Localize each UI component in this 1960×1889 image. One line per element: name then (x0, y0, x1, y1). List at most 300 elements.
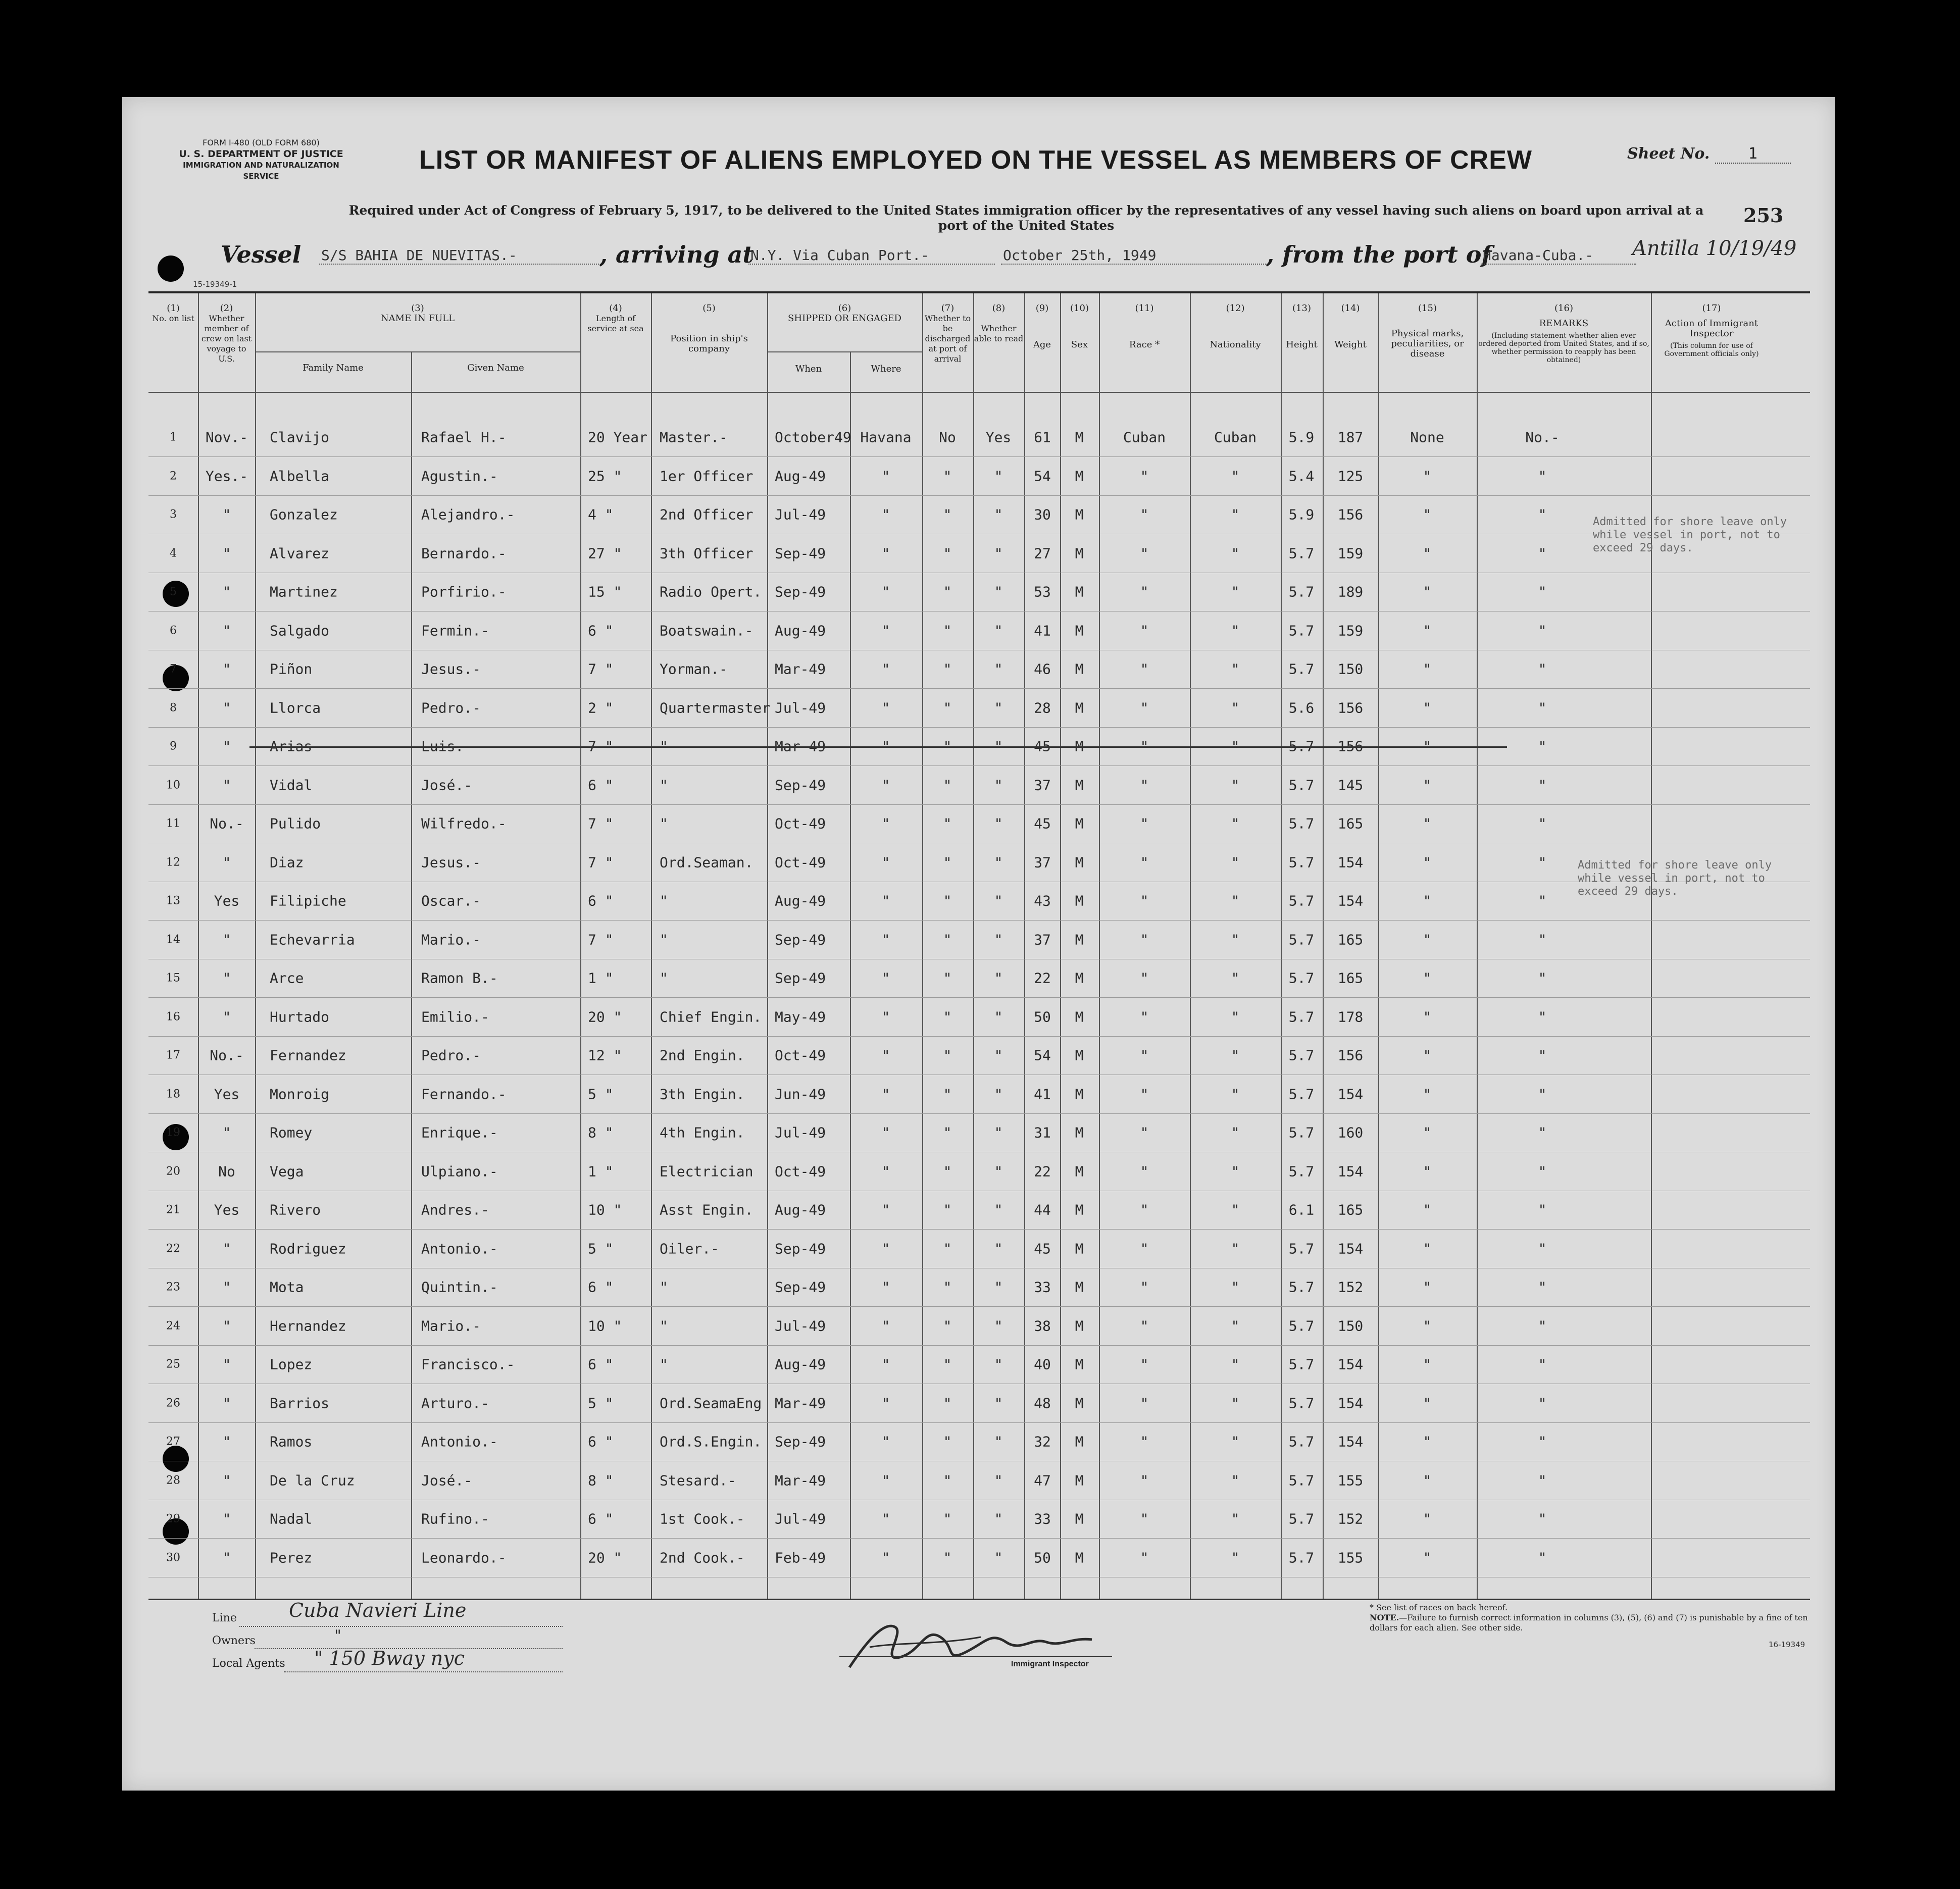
cell-sex: M (1075, 506, 1084, 523)
column-rule (1477, 293, 1478, 1599)
cell-disch: " (943, 1279, 952, 1296)
cell-service: 10 " (588, 1201, 622, 1218)
cell-where: " (881, 1124, 890, 1141)
cell-sex: M (1075, 583, 1084, 600)
cell-age: 41 (1034, 622, 1051, 639)
cell-height: 5.7 (1288, 1317, 1315, 1334)
cell-family: Salgado (270, 622, 330, 639)
cell-nat: " (1231, 1472, 1240, 1489)
from-port: Havana-Cuba.- (1481, 247, 1636, 265)
service-name: IMMIGRATION AND NATURALIZATION SERVICE (183, 161, 339, 181)
cell-race: " (1140, 583, 1149, 600)
cell-position: 2nd Cook.- (660, 1549, 745, 1566)
cell-nat: " (1231, 777, 1240, 793)
cell-read: " (994, 545, 1003, 561)
cell-weight: 152 (1337, 1510, 1364, 1527)
cell-disch: " (943, 931, 952, 948)
cell-position: " (660, 1317, 668, 1334)
cell-height: 5.7 (1288, 1510, 1315, 1527)
cell-given: Fermin.- (421, 622, 489, 639)
cell-family: Rodriguez (270, 1240, 346, 1257)
cell-last: Yes (214, 892, 240, 909)
row-number: 1 (170, 431, 177, 444)
cell-marks: " (1423, 854, 1432, 871)
col-9-head: (9) Age (1033, 303, 1051, 350)
cell-when: Jul-49 (775, 506, 826, 523)
cell-family: Albella (270, 468, 330, 484)
cell-disch: " (943, 815, 952, 832)
cell-marks: " (1423, 969, 1432, 987)
cell-marks: " (1423, 1008, 1432, 1025)
col-17-head: (17) Action of Immigrant Inspector (This column for use of Government officials only) (1664, 303, 1759, 358)
cell-race: " (1140, 1472, 1149, 1489)
form-header (168, 137, 355, 182)
cell-disch: " (943, 969, 952, 987)
cell-when: Mar-49 (775, 1395, 826, 1411)
cell-service: 10 " (588, 1317, 622, 1334)
cell-family: Monroig (270, 1086, 330, 1102)
note-text: —Failure to furnish correct information in columns (3), (5), (6) and (7) is punishable by a fine of ten dollars for each alien. See other side. (1370, 1613, 1808, 1632)
column-rule (767, 293, 768, 1599)
cell-service: 27 " (588, 545, 622, 561)
cell-given: Jesus.- (421, 854, 481, 871)
row-rule (148, 495, 1810, 496)
subtitle (294, 203, 1758, 233)
cell-marks: " (1423, 1356, 1432, 1373)
cell-remarks: " (1538, 738, 1547, 755)
cell-height: 5.9 (1288, 429, 1315, 446)
row-number: 8 (170, 701, 177, 714)
cell-service: 20 " (588, 1008, 622, 1025)
cell-race: " (1140, 1086, 1149, 1102)
cell-disch: " (943, 1472, 952, 1489)
cell-marks: " (1423, 622, 1432, 639)
cell-disch: " (943, 545, 952, 561)
cell-read: " (994, 1163, 1003, 1180)
column-rule (198, 293, 199, 1599)
cell-last: " (222, 777, 231, 793)
cell-service: 6 " (588, 1510, 614, 1527)
page-title: LIST OR MANIFEST OF ALIENS EMPLOYED ON THE VESSEL AS MEMBERS OF CREW (419, 145, 1532, 175)
cell-given: Wilfredo.- (421, 815, 507, 832)
cell-height: 6.1 (1288, 1201, 1315, 1218)
col-10-head: (10) Sex (1070, 303, 1089, 350)
cell-given: Luis.- (421, 738, 473, 755)
cell-marks: " (1423, 1549, 1432, 1566)
column-rule (1323, 293, 1324, 1599)
cell-service: 6 " (588, 892, 614, 909)
row-rule (148, 1538, 1810, 1539)
cell-when: Sep-49 (775, 545, 826, 561)
cell-position: Electrician (660, 1163, 753, 1180)
cell-given: Francisco.- (421, 1356, 515, 1373)
agents-label: Local Agents (212, 1657, 285, 1670)
col-4-head: (4) Length of service at sea (587, 303, 644, 333)
cell-last: " (222, 1510, 231, 1527)
cell-race: " (1140, 660, 1149, 678)
name-header-rule (255, 351, 580, 352)
cell-marks: None (1410, 429, 1444, 446)
cell-where: " (881, 1240, 890, 1257)
cell-disch: " (943, 1549, 952, 1566)
sheet-label: Sheet No. (1627, 145, 1710, 163)
cell-given: Alejandro.- (421, 506, 515, 523)
col-11-head: (11) Race * (1129, 303, 1160, 350)
cell-when: October49 (775, 429, 851, 446)
form-number: FORM I-480 (OLD FORM 680) (203, 138, 320, 147)
cell-position: 1er Officer (660, 468, 753, 484)
cell-where: " (881, 1201, 890, 1218)
cell-service: 1 " (588, 1163, 614, 1180)
cell-marks: " (1423, 1510, 1432, 1527)
cell-weight: 189 (1337, 583, 1364, 600)
cell-position: 2nd Officer (660, 506, 753, 523)
cell-given: Fernando.- (421, 1086, 507, 1102)
row-number: 10 (166, 779, 180, 791)
cell-where: " (881, 1317, 890, 1334)
cell-sex: M (1075, 738, 1084, 755)
cell-family: Vega (270, 1163, 304, 1180)
cell-disch: " (943, 738, 952, 755)
cell-nat: " (1231, 1395, 1240, 1411)
cell-remarks: " (1538, 1395, 1547, 1411)
cell-weight: 154 (1337, 1240, 1364, 1257)
department-name: U. S. DEPARTMENT OF JUSTICE (179, 148, 343, 160)
cell-nat: " (1231, 1163, 1240, 1180)
cell-read: " (994, 1317, 1003, 1334)
cell-marks: " (1423, 660, 1432, 678)
cell-last: " (222, 1549, 231, 1566)
vessel-row (122, 237, 1835, 276)
cell-sex: M (1075, 429, 1084, 446)
cell-when: Sep-49 (775, 1240, 826, 1257)
cell-age: 37 (1034, 854, 1051, 871)
cell-remarks: " (1538, 1433, 1547, 1450)
cell-marks: " (1423, 1201, 1432, 1218)
cell-nat: " (1231, 854, 1240, 871)
cell-weight: 152 (1337, 1279, 1364, 1296)
row-rule (148, 688, 1810, 689)
cell-position: Radio Opert. (660, 583, 762, 600)
cell-read: " (994, 1472, 1003, 1489)
sheet-number (1627, 145, 1791, 164)
cell-remarks: " (1538, 1317, 1547, 1334)
col-7-head: (7) Whether to be discharged at port of arrival (924, 303, 971, 364)
cell-sex: M (1075, 1086, 1084, 1102)
cell-nat: " (1231, 1279, 1240, 1296)
cell-family: Lopez (270, 1356, 313, 1373)
row-number: 15 (166, 972, 180, 985)
cell-given: José.- (421, 777, 473, 793)
cell-when: Jul-49 (775, 1510, 826, 1527)
cell-weight: 154 (1337, 1356, 1364, 1373)
cell-age: 33 (1034, 1279, 1051, 1296)
cell-race: " (1140, 1356, 1149, 1373)
cell-position: Chief Engin. (660, 1008, 762, 1025)
cell-nat: " (1231, 892, 1240, 909)
cell-disch: " (943, 1086, 952, 1102)
from-label: , from the port of (1266, 241, 1492, 268)
line-underline (239, 1626, 563, 1627)
cell-weight: 165 (1337, 931, 1364, 948)
cell-weight: 178 (1337, 1008, 1364, 1025)
cell-service: 7 " (588, 931, 614, 948)
strike-through-line (249, 746, 1507, 748)
cell-family: Barrios (270, 1395, 330, 1411)
cell-race: " (1140, 506, 1149, 523)
cell-last: Yes.- (205, 468, 248, 484)
cell-disch: " (943, 1240, 952, 1257)
cell-position: 4th Engin. (660, 1124, 745, 1141)
cell-given: Antonio.- (421, 1240, 498, 1257)
cell-last: " (222, 699, 231, 716)
cell-service: 15 " (588, 583, 622, 600)
cell-disch: " (943, 1433, 952, 1450)
cell-age: 47 (1034, 1472, 1051, 1489)
cell-disch: " (943, 660, 952, 678)
cell-position: Ord.SeamaEng (660, 1395, 762, 1411)
cell-remarks: " (1538, 815, 1547, 832)
col-5-head: (5) Position in ship's company (670, 303, 748, 354)
cell-nat: " (1231, 1240, 1240, 1257)
cell-disch: " (943, 1395, 952, 1411)
col-8-head: (8) Whether able to read (974, 303, 1024, 343)
cell-when: Mar-49 (775, 738, 826, 755)
cell-position: " (660, 969, 668, 987)
cell-sex: M (1075, 622, 1084, 639)
cell-when: Sep-49 (775, 931, 826, 948)
cell-family: Romey (270, 1124, 313, 1141)
cell-given: Rafael H.- (421, 429, 507, 446)
given-name-head: Given Name (467, 363, 524, 373)
cell-when: Aug-49 (775, 468, 826, 484)
cell-where: " (881, 545, 890, 561)
cell-age: 33 (1034, 1510, 1051, 1527)
cell-height: 5.7 (1288, 1472, 1315, 1489)
row-rule (148, 1036, 1810, 1037)
cell-last: " (222, 1472, 231, 1489)
arrival-date: October 25th, 1949 (1001, 247, 1268, 265)
cell-marks: " (1423, 699, 1432, 716)
cell-when: Aug-49 (775, 622, 826, 639)
col-1-head: (1) No. on list (152, 303, 194, 323)
row-rule (148, 765, 1810, 766)
cell-sex: M (1075, 1240, 1084, 1257)
cell-position: Ord.S.Engin. (660, 1433, 762, 1450)
cell-last: " (222, 1279, 231, 1296)
cell-height: 5.7 (1288, 1433, 1315, 1450)
row-number: 19 (166, 1126, 180, 1139)
cell-when: Sep-49 (775, 1279, 826, 1296)
cell-weight: 154 (1337, 892, 1364, 909)
cell-given: Andres.- (421, 1201, 489, 1218)
signature-rule (839, 1656, 1112, 1657)
cell-remarks: " (1538, 1510, 1547, 1527)
cell-weight: 150 (1337, 660, 1364, 678)
cell-where: " (881, 660, 890, 678)
cell-position: " (660, 738, 668, 755)
cell-remarks: " (1538, 545, 1547, 561)
cell-service: 5 " (588, 1086, 614, 1102)
cell-given: Emilio.- (421, 1008, 489, 1025)
cell-family: Gonzalez (270, 506, 338, 523)
cell-family: Clavijo (270, 429, 330, 446)
cell-last: " (222, 1008, 231, 1025)
row-number: 25 (166, 1358, 180, 1371)
cell-when: Feb-49 (775, 1549, 826, 1566)
cell-given: Mario.- (421, 1317, 481, 1334)
cell-service: 8 " (588, 1124, 614, 1141)
cell-nat: " (1231, 660, 1240, 678)
cell-when: Oct-49 (775, 815, 826, 832)
cell-race: Cuban (1123, 429, 1166, 446)
cell-weight: 154 (1337, 1086, 1364, 1102)
cell-read: " (994, 1549, 1003, 1566)
row-number: 24 (166, 1319, 180, 1332)
cell-weight: 165 (1337, 1201, 1364, 1218)
cell-where: " (881, 1433, 890, 1450)
subtitle-line-1: Required under Act of Congress of February 5, 1917, to be delivered to the United States immigration officer by the representatives of any vessel having such aliens on board upon arrival at a (348, 203, 1704, 218)
cell-read: " (994, 1124, 1003, 1141)
row-number: 17 (166, 1049, 180, 1062)
cell-position: Ord.Seaman. (660, 854, 753, 871)
cell-height: 5.7 (1288, 660, 1315, 678)
cell-height: 5.7 (1288, 969, 1315, 987)
cell-race: " (1140, 622, 1149, 639)
cell-weight: 159 (1337, 622, 1364, 639)
cell-where: " (881, 1510, 890, 1527)
owners-value: " (334, 1627, 341, 1645)
cell-nat: " (1231, 1086, 1240, 1102)
cell-where: " (881, 1163, 890, 1180)
cell-weight: 160 (1337, 1124, 1364, 1141)
cell-family: Filipiche (270, 892, 346, 909)
cell-nat: " (1231, 1124, 1240, 1141)
cell-given: Bernardo.- (421, 545, 507, 561)
cell-age: 40 (1034, 1356, 1051, 1373)
cell-sex: M (1075, 699, 1084, 716)
cell-sex: M (1075, 854, 1084, 871)
cell-height: 5.7 (1288, 931, 1315, 948)
cell-remarks: " (1538, 1124, 1547, 1141)
cell-sex: M (1075, 545, 1084, 561)
cell-height: 5.7 (1288, 1395, 1315, 1411)
cell-height: 5.7 (1288, 1356, 1315, 1373)
cell-read: " (994, 1279, 1003, 1296)
cell-when: Mar-49 (775, 660, 826, 678)
cell-when: Mar-49 (775, 1472, 826, 1489)
cell-weight: 156 (1337, 738, 1364, 755)
cell-read: " (994, 892, 1003, 909)
cell-height: 5.7 (1288, 1124, 1315, 1141)
cell-age: 37 (1034, 777, 1051, 793)
cell-weight: 125 (1337, 468, 1364, 484)
cell-remarks: " (1538, 854, 1547, 871)
cell-last: " (222, 506, 231, 523)
cell-race: " (1140, 468, 1149, 484)
cell-last: " (222, 1433, 231, 1450)
cell-age: 41 (1034, 1086, 1051, 1102)
cell-race: " (1140, 1433, 1149, 1450)
cell-given: Rufino.- (421, 1510, 489, 1527)
cell-height: 5.9 (1288, 506, 1315, 523)
cell-weight: 155 (1337, 1549, 1364, 1566)
cell-where: Havana (860, 429, 912, 446)
row-number: 27 (166, 1435, 180, 1448)
cell-nat: " (1231, 506, 1240, 523)
cell-age: 45 (1034, 738, 1051, 755)
cell-given: Oscar.- (421, 892, 481, 909)
cell-race: " (1140, 1317, 1149, 1334)
row-number: 30 (166, 1551, 180, 1564)
cell-family: Llorca (270, 699, 321, 716)
shore-leave-stamp: Admitted for shore leave only while vessel in port, not to exceed 29 days. (1578, 859, 1772, 898)
cell-last: " (222, 622, 231, 639)
agents-underline (284, 1671, 563, 1672)
inspector-signature (839, 1607, 1122, 1682)
cell-nat: Cuban (1214, 429, 1257, 446)
line-value: Cuba Navieri Line (289, 1599, 467, 1621)
cell-nat: " (1231, 545, 1240, 561)
cell-last: " (222, 738, 231, 755)
cell-family: Nadal (270, 1510, 313, 1527)
column-rule (651, 293, 652, 1599)
cell-marks: " (1423, 1395, 1432, 1411)
cell-marks: " (1423, 1124, 1432, 1141)
cell-nat: " (1231, 468, 1240, 484)
cell-position: 1st Cook.- (660, 1510, 745, 1527)
cell-weight: 150 (1337, 1317, 1364, 1334)
cell-where: " (881, 931, 890, 948)
cell-when: Jun-49 (775, 1086, 826, 1102)
cell-weight: 159 (1337, 545, 1364, 561)
cell-remarks: " (1538, 1201, 1547, 1218)
cell-nat: " (1231, 699, 1240, 716)
cell-height: 5.7 (1288, 545, 1315, 561)
cell-service: 6 " (588, 1356, 614, 1373)
cell-position: 2nd Engin. (660, 1047, 745, 1064)
cell-remarks: " (1538, 506, 1547, 523)
col-13-head: (13) Height (1286, 303, 1318, 350)
shipped-header-rule (767, 351, 922, 352)
cell-sex: M (1075, 1279, 1084, 1296)
column-rule (580, 293, 581, 1599)
row-number: 18 (166, 1088, 180, 1100)
column-rule (1651, 293, 1652, 1599)
cell-weight: 145 (1337, 777, 1364, 793)
cell-service: 20 Year (588, 429, 648, 446)
sheet-number-value: 1 (1715, 145, 1791, 164)
cell-given: Arturo.- (421, 1395, 489, 1411)
cell-race: " (1140, 1163, 1149, 1180)
cell-given: Ulpiano.- (421, 1163, 498, 1180)
cell-nat: " (1231, 1317, 1240, 1334)
cell-height: 5.6 (1288, 699, 1315, 716)
cell-where: " (881, 506, 890, 523)
cell-position: 3th Officer (660, 545, 753, 561)
cell-given: Jesus.- (421, 660, 481, 678)
form-code: 16-19349 (1769, 1640, 1805, 1649)
cell-position: " (660, 892, 668, 909)
cell-race: " (1140, 1124, 1149, 1141)
manifest-sheet (122, 97, 1835, 1791)
row-rule (148, 997, 1810, 998)
cell-family: Pulido (270, 815, 321, 832)
cell-age: 54 (1034, 1047, 1051, 1064)
cell-read: " (994, 622, 1003, 639)
cell-service: 4 " (588, 506, 614, 523)
cell-read: " (994, 1201, 1003, 1218)
